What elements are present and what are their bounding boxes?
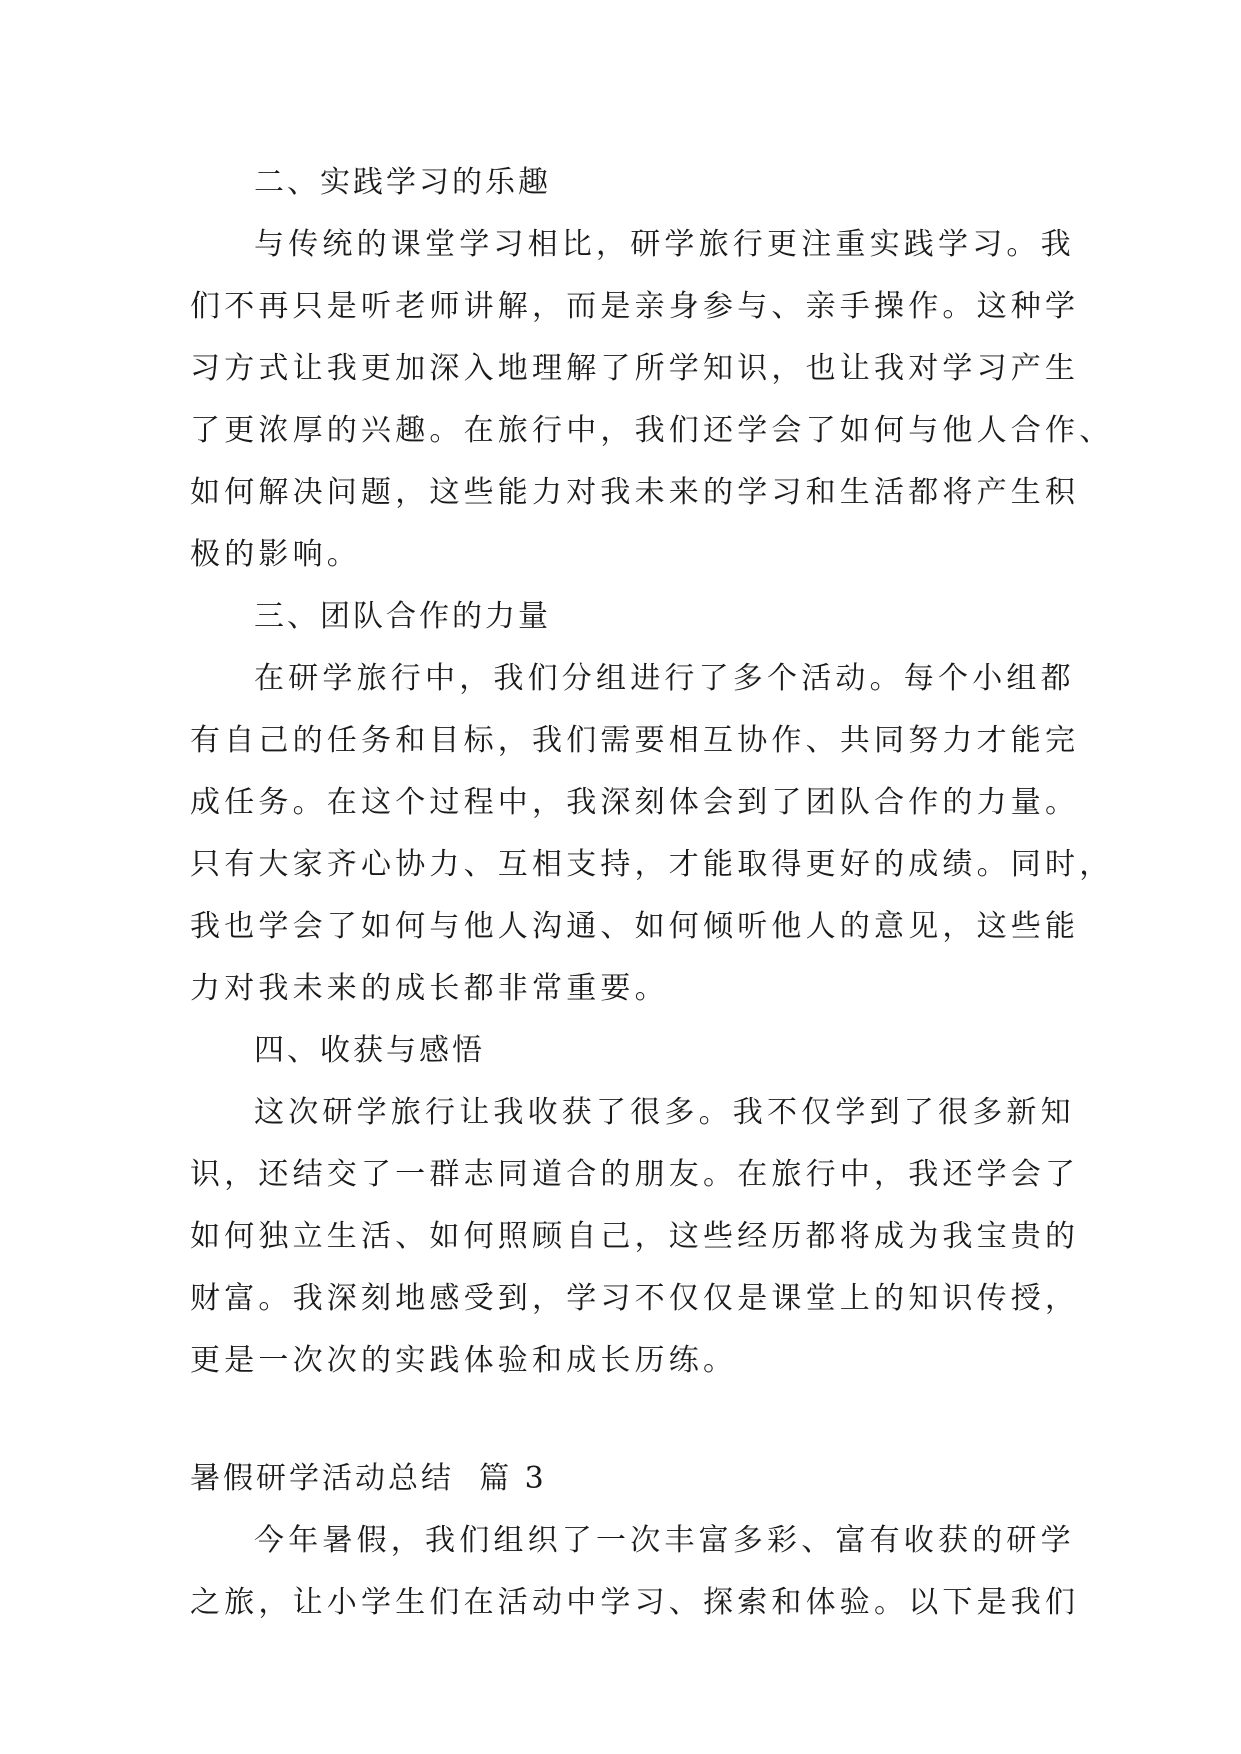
- paragraph-line: 习方式让我更加深入地理解了所学知识，也让我对学习产生: [190, 351, 1080, 386]
- paragraph-line: 这次研学旅行让我收获了很多。我不仅学到了很多新知: [254, 1095, 1075, 1130]
- paragraph-line: 今年暑假，我们组织了一次丰富多彩、富有收获的研学: [254, 1523, 1075, 1558]
- paragraph-line: 在研学旅行中，我们分组进行了多个活动。每个小组都: [254, 661, 1075, 696]
- paragraph-line: 如何独立生活、如何照顾自己，这些经历都将成为我宝贵的: [190, 1219, 1080, 1254]
- section-heading: 二、实践学习的乐趣: [254, 165, 551, 200]
- document-body: [190, 152, 1114, 1634]
- paragraph-line: 更是一次次的实践体验和成长历练。: [190, 1343, 738, 1378]
- paragraph-line: 我也学会了如何与他人沟通、如何倾听他人的意见，这些能: [190, 909, 1080, 944]
- paragraph-line: 了更浓厚的兴趣。在旅行中，我们还学会了如何与他人合作、: [190, 413, 1114, 448]
- paragraph-line: 成任务。在这个过程中，我深刻体会到了团队合作的力量。: [190, 785, 1080, 820]
- article-title: 暑假研学活动总结 篇 3: [190, 1461, 547, 1496]
- paragraph-line: 之旅，让小学生们在活动中学习、探索和体验。以下是我们: [190, 1585, 1080, 1620]
- paragraph-line: 们不再只是听老师讲解，而是亲身参与、亲手操作。这种学: [190, 289, 1080, 324]
- paragraph-line: 与传统的课堂学习相比，研学旅行更注重实践学习。我: [254, 227, 1075, 262]
- paragraph-line: 识，还结交了一群志同道合的朋友。在旅行中，我还学会了: [190, 1157, 1080, 1192]
- paragraph-line: 如何解决问题，这些能力对我未来的学习和生活都将产生积: [190, 475, 1080, 510]
- section-heading: 四、收获与感悟: [254, 1033, 485, 1068]
- paragraph-line: 极的影响。: [190, 537, 361, 572]
- paragraph-line: 有自己的任务和目标，我们需要相互协作、共同努力才能完: [190, 723, 1080, 758]
- section-heading: 三、团队合作的力量: [254, 599, 551, 634]
- paragraph-line: 财富。我深刻地感受到，学习不仅仅是课堂上的知识传授，: [190, 1281, 1080, 1316]
- paragraph-line: 力对我未来的成长都非常重要。: [190, 971, 669, 1006]
- paragraph-line: 只有大家齐心协力、互相支持，才能取得更好的成绩。同时，: [190, 847, 1114, 882]
- section-gap: [190, 1392, 1060, 1448]
